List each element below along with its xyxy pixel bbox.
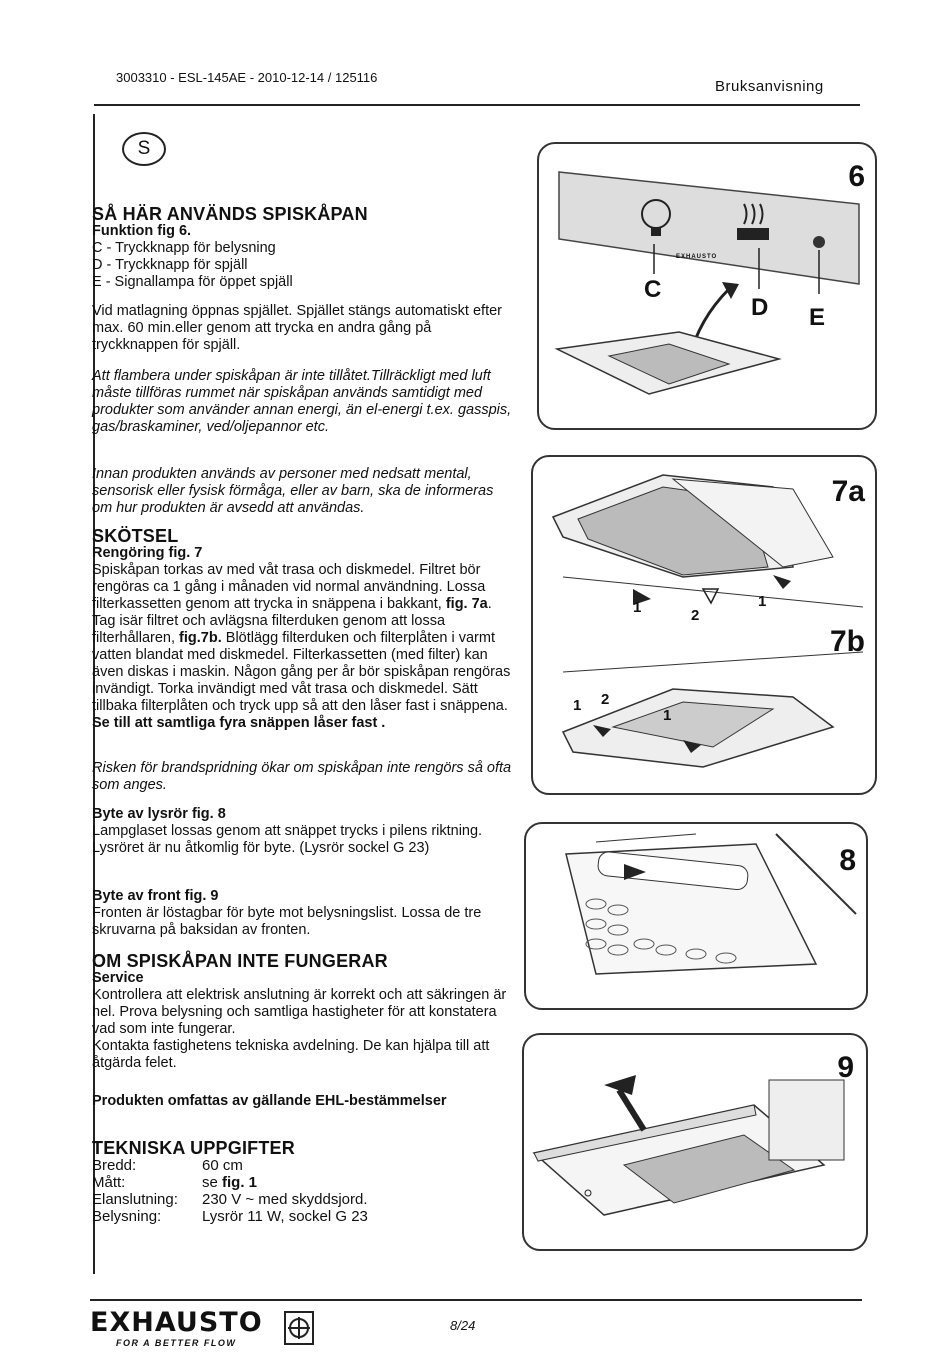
- spec-label: Elanslutning:: [92, 1191, 178, 1208]
- figure-6-illustration: [539, 144, 875, 428]
- spec-value: 60 cm: [202, 1157, 243, 1174]
- figure-7-illustration: [533, 457, 875, 793]
- fire-warning: Risken för brandspridning ökar om spiskåpan inte rengörs så ofta som anges.: [92, 760, 512, 793]
- figure-6-number: 6: [848, 160, 865, 193]
- cleaning-note: Se till att samtliga fyra snäppen låser fast .: [92, 715, 386, 731]
- lamp-section: [92, 806, 512, 857]
- label-d: D: [751, 294, 769, 321]
- figure-8: [524, 822, 868, 1010]
- function-title: Funktion fig 6.: [92, 223, 192, 239]
- trouble-title: OM SPISKÅPAN INTE FUNGERAR: [92, 951, 388, 971]
- spec-label: Bredd:: [92, 1157, 137, 1174]
- figure-9-number: 9: [837, 1051, 854, 1084]
- figure-8-illustration: [526, 824, 866, 1008]
- spec-value: 230 V ~ med skyddsjord.: [202, 1191, 368, 1208]
- label-7b-1-right: 1: [663, 707, 672, 724]
- service-title: Service: [92, 970, 144, 986]
- usage-section: [92, 206, 512, 291]
- figure-7: [531, 455, 877, 795]
- document-id: 3003310 - ESL-145AE - 2010-12-14 / 125116: [116, 70, 378, 85]
- specs-title: TEKNISKA UPPGIFTER: [92, 1138, 295, 1158]
- figure-9: [522, 1033, 868, 1251]
- label-c: C: [644, 276, 662, 303]
- label-e: E: [809, 304, 826, 331]
- cleaning-title: Rengöring fig. 7: [92, 545, 203, 561]
- panel-brand: EXHAUSTO: [676, 254, 718, 260]
- trouble-text-1: Kontrollera att elektrisk anslutning är korrekt och att säkringen är hel. Prova belysning och samtliga hastigheter för att konstatera vad som inte fungerar.: [92, 987, 507, 1037]
- figure-7b-number: 7b: [829, 625, 865, 658]
- usage-paragraph: Vid matlagning öppnas spjället. Spjället stängs automatiskt efter max. 60 min.eller genom att trycka en andra gång på tryckknappen för spjäll.: [92, 303, 503, 353]
- lamp-title: Byte av lysrör fig. 8: [92, 806, 226, 822]
- footer-divider: [90, 1299, 862, 1301]
- label-7b-2: 2: [601, 691, 610, 708]
- specs-table: [92, 1157, 512, 1225]
- user-warning: Innan produkten används av personer med nedsatt mental, sensorisk eller fysisk förmåga, eller av barn, ska de informeras om hur produkten är avsedd att användas.: [92, 466, 494, 516]
- logo-mark-icon: [284, 1311, 314, 1345]
- label-7a-1-left: 1: [633, 599, 642, 616]
- figure-8-number: 8: [839, 844, 856, 877]
- header-divider: [94, 104, 860, 106]
- front-section: [92, 888, 512, 939]
- front-text: Fronten är löstagbar för byte mot belysningslist. Lossa de tre skruvarna på baksidan av fronten.: [92, 905, 482, 938]
- document-type: Bruksanvisning: [715, 78, 824, 95]
- trouble-section: [92, 953, 512, 1072]
- care-section: [92, 528, 512, 732]
- label-7b-1-left: 1: [573, 697, 582, 714]
- function-item-d: D - Tryckknapp för spjäll: [92, 257, 248, 273]
- figure-9-illustration: [524, 1035, 866, 1249]
- figure-6: [537, 142, 877, 430]
- spec-value: Lysrör 11 W, sockel G 23: [202, 1208, 368, 1225]
- spec-label: Mått:: [92, 1174, 126, 1191]
- label-7a-2: 2: [691, 607, 700, 624]
- spec-label: Belysning:: [92, 1208, 162, 1225]
- figure-7a-number: 7a: [831, 475, 865, 508]
- function-item-c: C - Tryckknapp för belysning: [92, 240, 276, 256]
- care-title: SKÖTSEL: [92, 526, 179, 546]
- label-7a-1-right: 1: [758, 593, 767, 610]
- cleaning-text: Spiskåpan torkas av med våt trasa och diskmedel. Filtret bör rengöras ca 1 gång i månaden vid normal användning. Lossa filterkassetten genom att trycka in snäppena i bakkant, fig. 7a. Tag isär filtret och avlägsna filterduken genom att lossa filterhållaren, fig.7b. Blötlägg filterduken och filterplåten i varmt vatten blandat med diskmedel. Filterkassetten (med filter) kan även diskas i maskin. Någon gång per år bör spiskåpan rengöras invändigt. Torka invändigt med våt trasa och diskmedel. Sätt tillbaka filterplåten och tryck upp så att den låser fast i snäppena.: [92, 562, 511, 714]
- usage-title: SÅ HÄR ANVÄNDS SPISKÅPAN: [92, 204, 368, 224]
- function-item-e: E - Signallampa för öppet spjäll: [92, 274, 293, 290]
- brand-tagline: FOR A BETTER FLOW: [116, 1338, 237, 1348]
- lamp-text: Lampglaset lossas genom att snäppet trycks i pilens riktning. Lysröret är nu åtkomlig för byte. (Lysrör sockel G 23): [92, 823, 483, 856]
- specs-section: [92, 1140, 512, 1225]
- trouble-text-2: Kontakta fastighetens tekniska avdelning. De kan hjälpa till att åtgärda felet.: [92, 1038, 490, 1071]
- front-title: Byte av front fig. 9: [92, 888, 219, 904]
- brand-logo: EXHAUSTO: [90, 1307, 263, 1338]
- spec-value: se fig. 1: [202, 1174, 258, 1191]
- ehl-note: Produkten omfattas av gällande EHL-bestämmelser: [92, 1093, 447, 1109]
- language-badge: S: [122, 132, 166, 166]
- page-number: 8/24: [450, 1318, 476, 1333]
- flambe-warning: Att flambera under spiskåpan är inte tillåtet.Tillräckligt med luft måste tillföras rummet när spiskåpan används samtidigt med produkter som använder annan energi, än el-energi t.ex. gasspis, gas/braskaminer, ved/oljepannor etc.: [92, 368, 512, 435]
